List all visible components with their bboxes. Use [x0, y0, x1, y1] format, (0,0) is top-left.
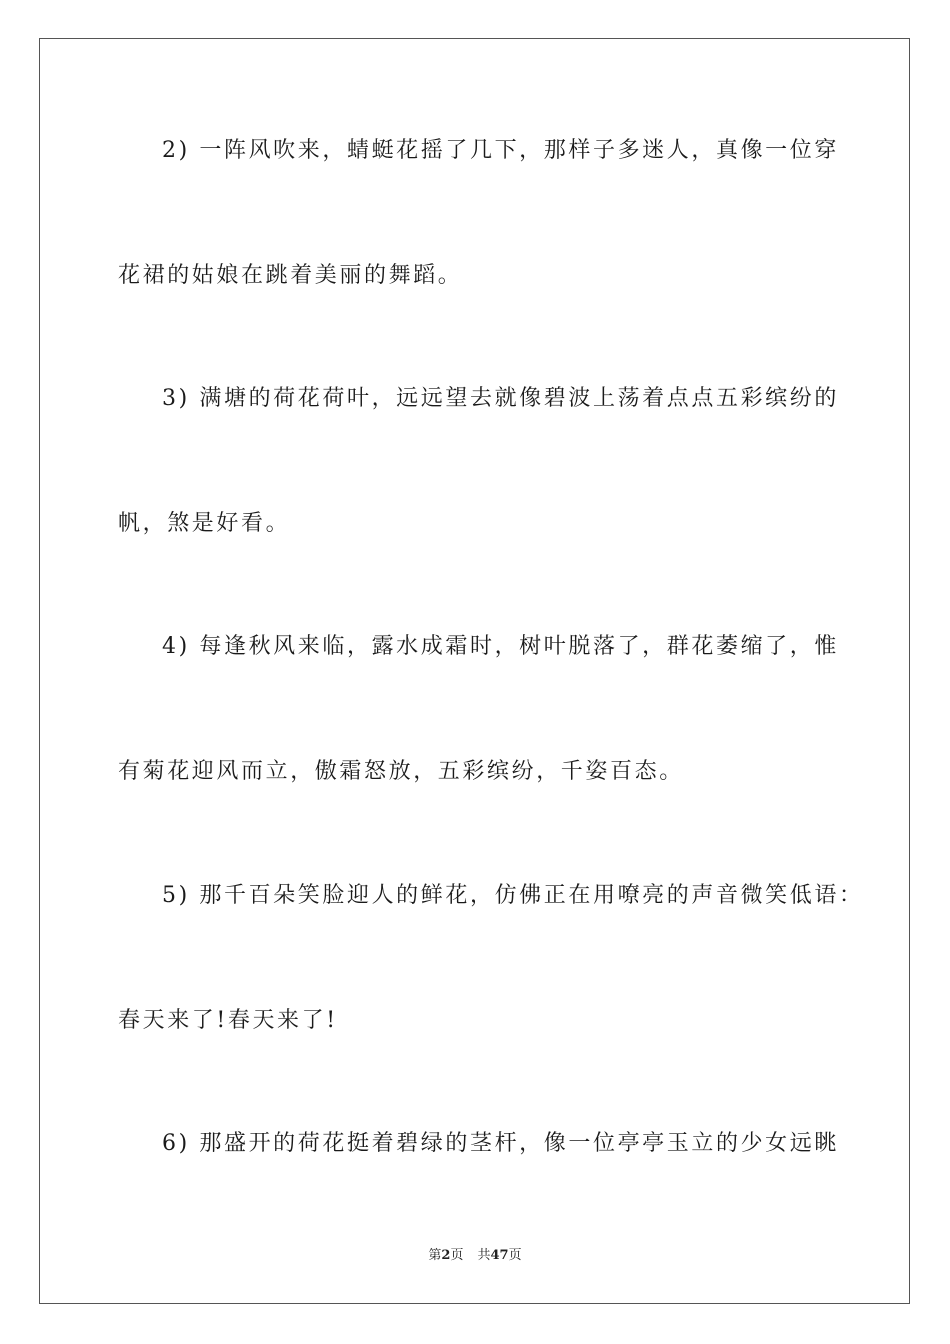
paragraph-5-line-2: 春天来了!春天来了! [118, 1008, 338, 1033]
page-footer [0, 1246, 950, 1266]
page-label-suffix: 页 [450, 1248, 464, 1263]
paragraph-2-line-2: 花裙的姑娘在跳着美丽的舞蹈。 [118, 263, 463, 288]
paragraph-5-line-1: 5) 那千百朵笑脸迎人的鲜花，仿佛正在用嘹亮的声音微笑低语： [162, 883, 864, 908]
page-border [39, 38, 910, 1304]
current-page-number: 2 [441, 1248, 451, 1263]
paragraph-3-line-2: 帆，煞是好看。 [118, 511, 291, 536]
paragraph-6-line-1: 6) 那盛开的荷花挺着碧绿的茎杆，像一位亭亭玉立的少女远眺 [162, 1131, 839, 1156]
paragraph-2-line-1: 2) 一阵风吹来，蜻蜓花摇了几下，那样子多迷人，真像一位穿 [162, 138, 839, 163]
paragraph-4-line-1: 4) 每逢秋风来临，露水成霜时，树叶脱落了，群花萎缩了，惟 [162, 634, 839, 659]
total-label-prefix: 共 [477, 1248, 491, 1263]
paragraph-4-line-2: 有菊花迎风而立，傲霜怒放，五彩缤纷，千姿百态。 [118, 759, 684, 784]
page-label-prefix: 第 [428, 1248, 442, 1263]
total-pages-number: 47 [490, 1248, 509, 1263]
total-label-suffix: 页 [508, 1248, 522, 1263]
paragraph-3-line-1: 3) 满塘的荷花荷叶，远远望去就像碧波上荡着点点五彩缤纷的 [162, 386, 839, 411]
